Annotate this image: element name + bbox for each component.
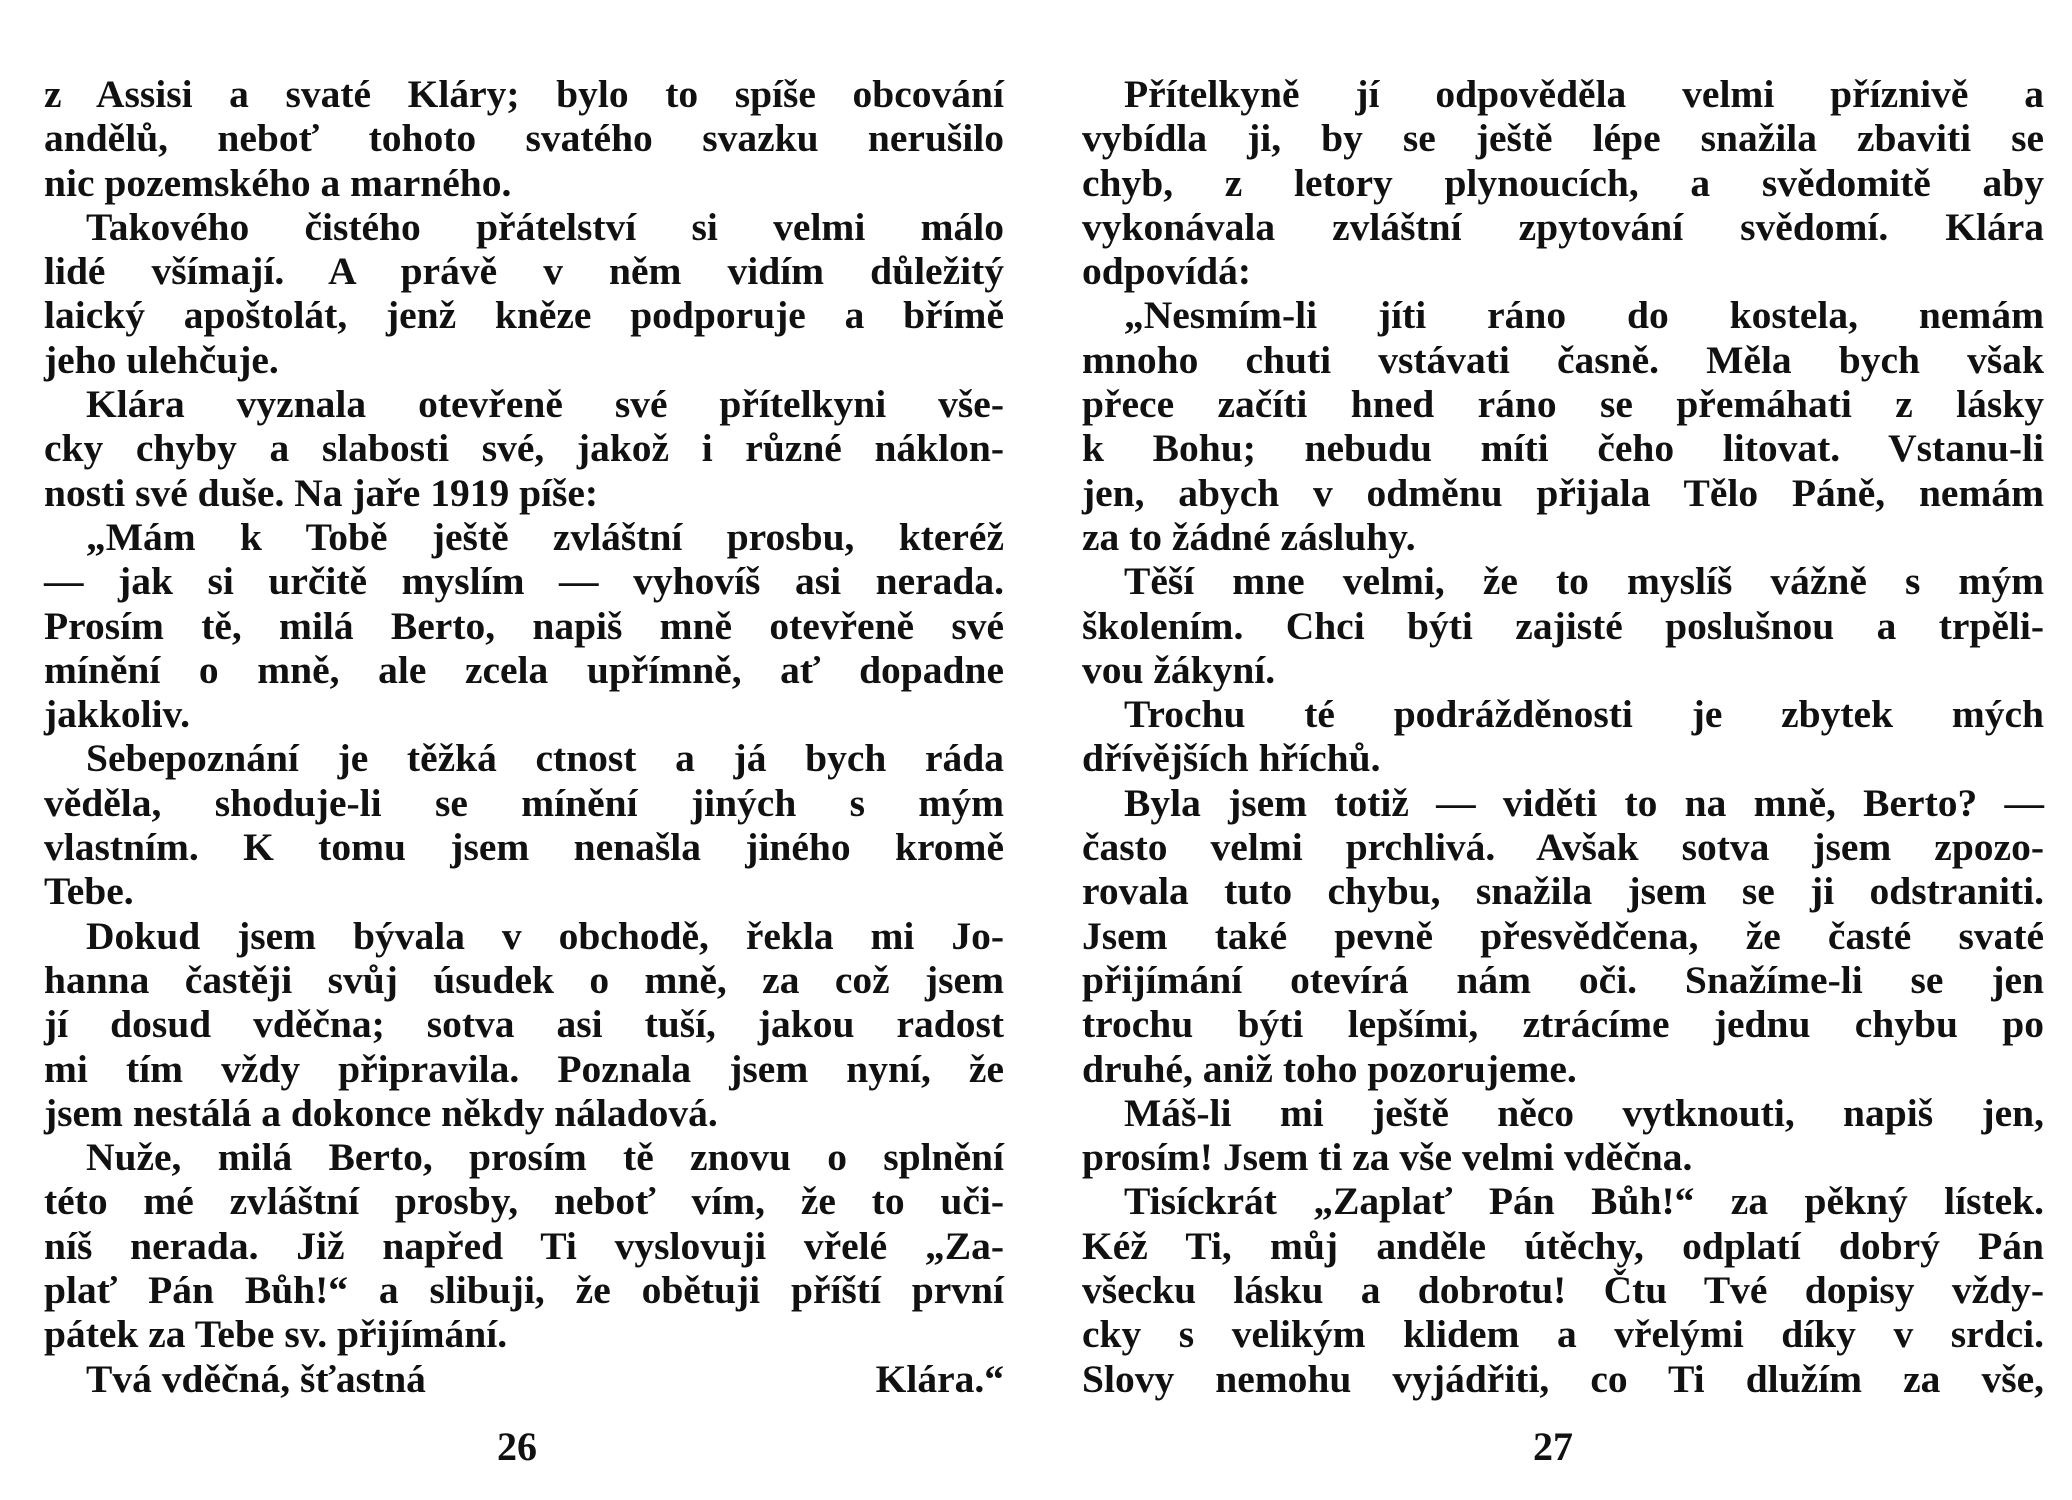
text-line: Tisíckrát „Zaplať Pán Bůh!“ za pěkný lístek.: [1124, 1179, 2044, 1224]
text-line: nic pozemského a marného.: [44, 160, 512, 205]
page-number-left: 26: [497, 1424, 537, 1469]
signature-closing: Tvá vděčná, šťastná: [86, 1356, 426, 1401]
text-line: Nuže, milá Berto, prosím tě znovu o splnění: [86, 1135, 1004, 1180]
text-line: přijímání otevírá nám oči. Snažíme-li se jen: [1082, 957, 2044, 1002]
text-line: jen, abych v odměnu přijala Tělo Páně, nemám: [1082, 470, 2044, 515]
text-line: Prosím tě, milá Berto, napiš mně otevřeně své: [44, 603, 1004, 648]
text-line: vlastním. K tomu jsem nenašla jiného kromě: [44, 825, 1004, 870]
text-line: dřívějších hříchů.: [1082, 736, 1381, 781]
text-line: mínění o mně, ale zcela upřímně, ať dopadne: [44, 647, 1004, 692]
text-line: „Nesmím-li jíti ráno do kostela, nemám: [1124, 293, 2044, 338]
text-line: vou žákyní.: [1082, 647, 1276, 692]
text-line: Dokud jsem bývala v obchodě, řekla mi Jo-: [86, 913, 1004, 958]
text-line: z Assisi a svaté Kláry; bylo to spíše obcování: [44, 72, 1004, 116]
text-line: jeho ulehčuje.: [44, 337, 279, 382]
text-line: pátek za Tebe sv. přijímání.: [44, 1312, 508, 1357]
text-line: andělů, neboť tohoto svatého svazku nerušilo: [44, 116, 1004, 161]
text-line: Těší mne velmi, že to myslíš vážně s mým: [1124, 559, 2044, 604]
text-line: Takového čistého přátelství si velmi málo: [86, 204, 1004, 249]
text-line: níš nerada. Již napřed Ti vyslovuji vřelé „Za-: [44, 1223, 1004, 1268]
text-line: prosím! Jsem ti za vše velmi vděčna.: [1082, 1135, 1693, 1180]
text-line: Přítelkyně jí odpověděla velmi příznivě a: [1124, 72, 2044, 116]
text-line: trochu býti lepšími, ztrácíme jednu chybu po: [1082, 1002, 2044, 1047]
text-line: Klára vyznala otevřeně své přítelkyni vše-: [86, 382, 1004, 427]
text-line: za to žádné zásluhy.: [1082, 514, 1416, 559]
text-line: cky s velikým klidem a vřelými díky v srdci.: [1082, 1312, 2044, 1357]
text-line: Tebe.: [44, 869, 134, 914]
text-line: školením. Chci býti zajisté poslušnou a trpěli-: [1082, 603, 2044, 648]
text-line: chyb, z letory plynoucích, a svědomitě aby: [1082, 160, 2044, 205]
text-line: této mé zvláštní prosby, neboť vím, že to uči-: [44, 1179, 1004, 1224]
text-line: odpovídá:: [1082, 249, 1252, 294]
text-line: Sebepoznání je těžká ctnost a já bych ráda: [86, 736, 1004, 781]
text-line: „Mám k Tobě ještě zvláštní prosbu, kteréž: [86, 514, 1004, 559]
text-line: Trochu té podrážděnosti je zbytek mých: [1124, 692, 2044, 737]
page-number-right: 27: [1533, 1424, 1573, 1469]
text-line: jsem nestálá a dokonce někdy náladová.: [44, 1090, 718, 1135]
text-line: mnoho chuti vstávati časně. Měla bych však: [1082, 337, 2044, 382]
text-line: jakkoliv.: [44, 692, 190, 737]
text-line: mi tím vždy připravila. Poznala jsem nyní, že: [44, 1046, 1004, 1091]
text-line: laický apoštolát, jenž kněze podporuje a břímě: [44, 293, 1004, 338]
text-line: Slovy nemohu vyjádřiti, co Ti dlužím za vše,: [1082, 1356, 2044, 1401]
right-page-text: [1082, 72, 2044, 1401]
text-line: Kéž Ti, můj anděle útěchy, odplatí dobrý Pán: [1082, 1223, 2044, 1268]
text-line: Jsem také pevně přesvědčena, že časté svaté: [1082, 913, 2044, 958]
text-line: věděla, shoduje-li se mínění jiných s mým: [44, 780, 1004, 825]
text-line: Byla jsem totiž — viděti to na mně, Berto? —: [1124, 780, 2044, 825]
text-line: vybídla ji, by se ještě lépe snažila zbaviti se: [1082, 116, 2044, 161]
text-line: lidé všímají. A právě v něm vidím důležitý: [44, 249, 1004, 294]
signature-line: [44, 1357, 1004, 1401]
text-line: často velmi prchlivá. Avšak sotva jsem zpozo-: [1082, 825, 2044, 870]
text-line: jí dosud vděčna; sotva asi tuší, jakou radost: [44, 1002, 1004, 1047]
text-line: Máš-li mi ještě něco vytknouti, napiš jen,: [1124, 1090, 2044, 1135]
text-line: všecku lásku a dobrotu! Čtu Tvé dopisy vždy-: [1082, 1268, 2044, 1313]
text-line: nosti své duše. Na jaře 1919 píše:: [44, 470, 599, 515]
text-line: hanna častěji svůj úsudek o mně, za což jsem: [44, 957, 1004, 1002]
left-page-text: [44, 72, 1004, 1401]
text-line: vykonávala zvláštní zpytování svědomí. Klára: [1082, 204, 2044, 249]
signature-name: Klára.“: [875, 1356, 1004, 1401]
text-line: cky chyby a slabosti své, jakož i různé náklon-: [44, 426, 1004, 471]
text-line: plať Pán Bůh!“ a slibuji, že obětuji příští první: [44, 1268, 1004, 1313]
text-line: rovala tuto chybu, snažila jsem se ji odstraniti.: [1082, 869, 2044, 914]
text-line: k Bohu; nebudu míti čeho litovat. Vstanu-li: [1082, 426, 2044, 471]
text-line: přece začíti hned ráno se přemáhati z lásky: [1082, 382, 2044, 427]
text-line: — jak si určitě myslím — vyhovíš asi nerada.: [44, 559, 1004, 604]
text-line: druhé, aniž toho pozorujeme.: [1082, 1046, 1577, 1091]
